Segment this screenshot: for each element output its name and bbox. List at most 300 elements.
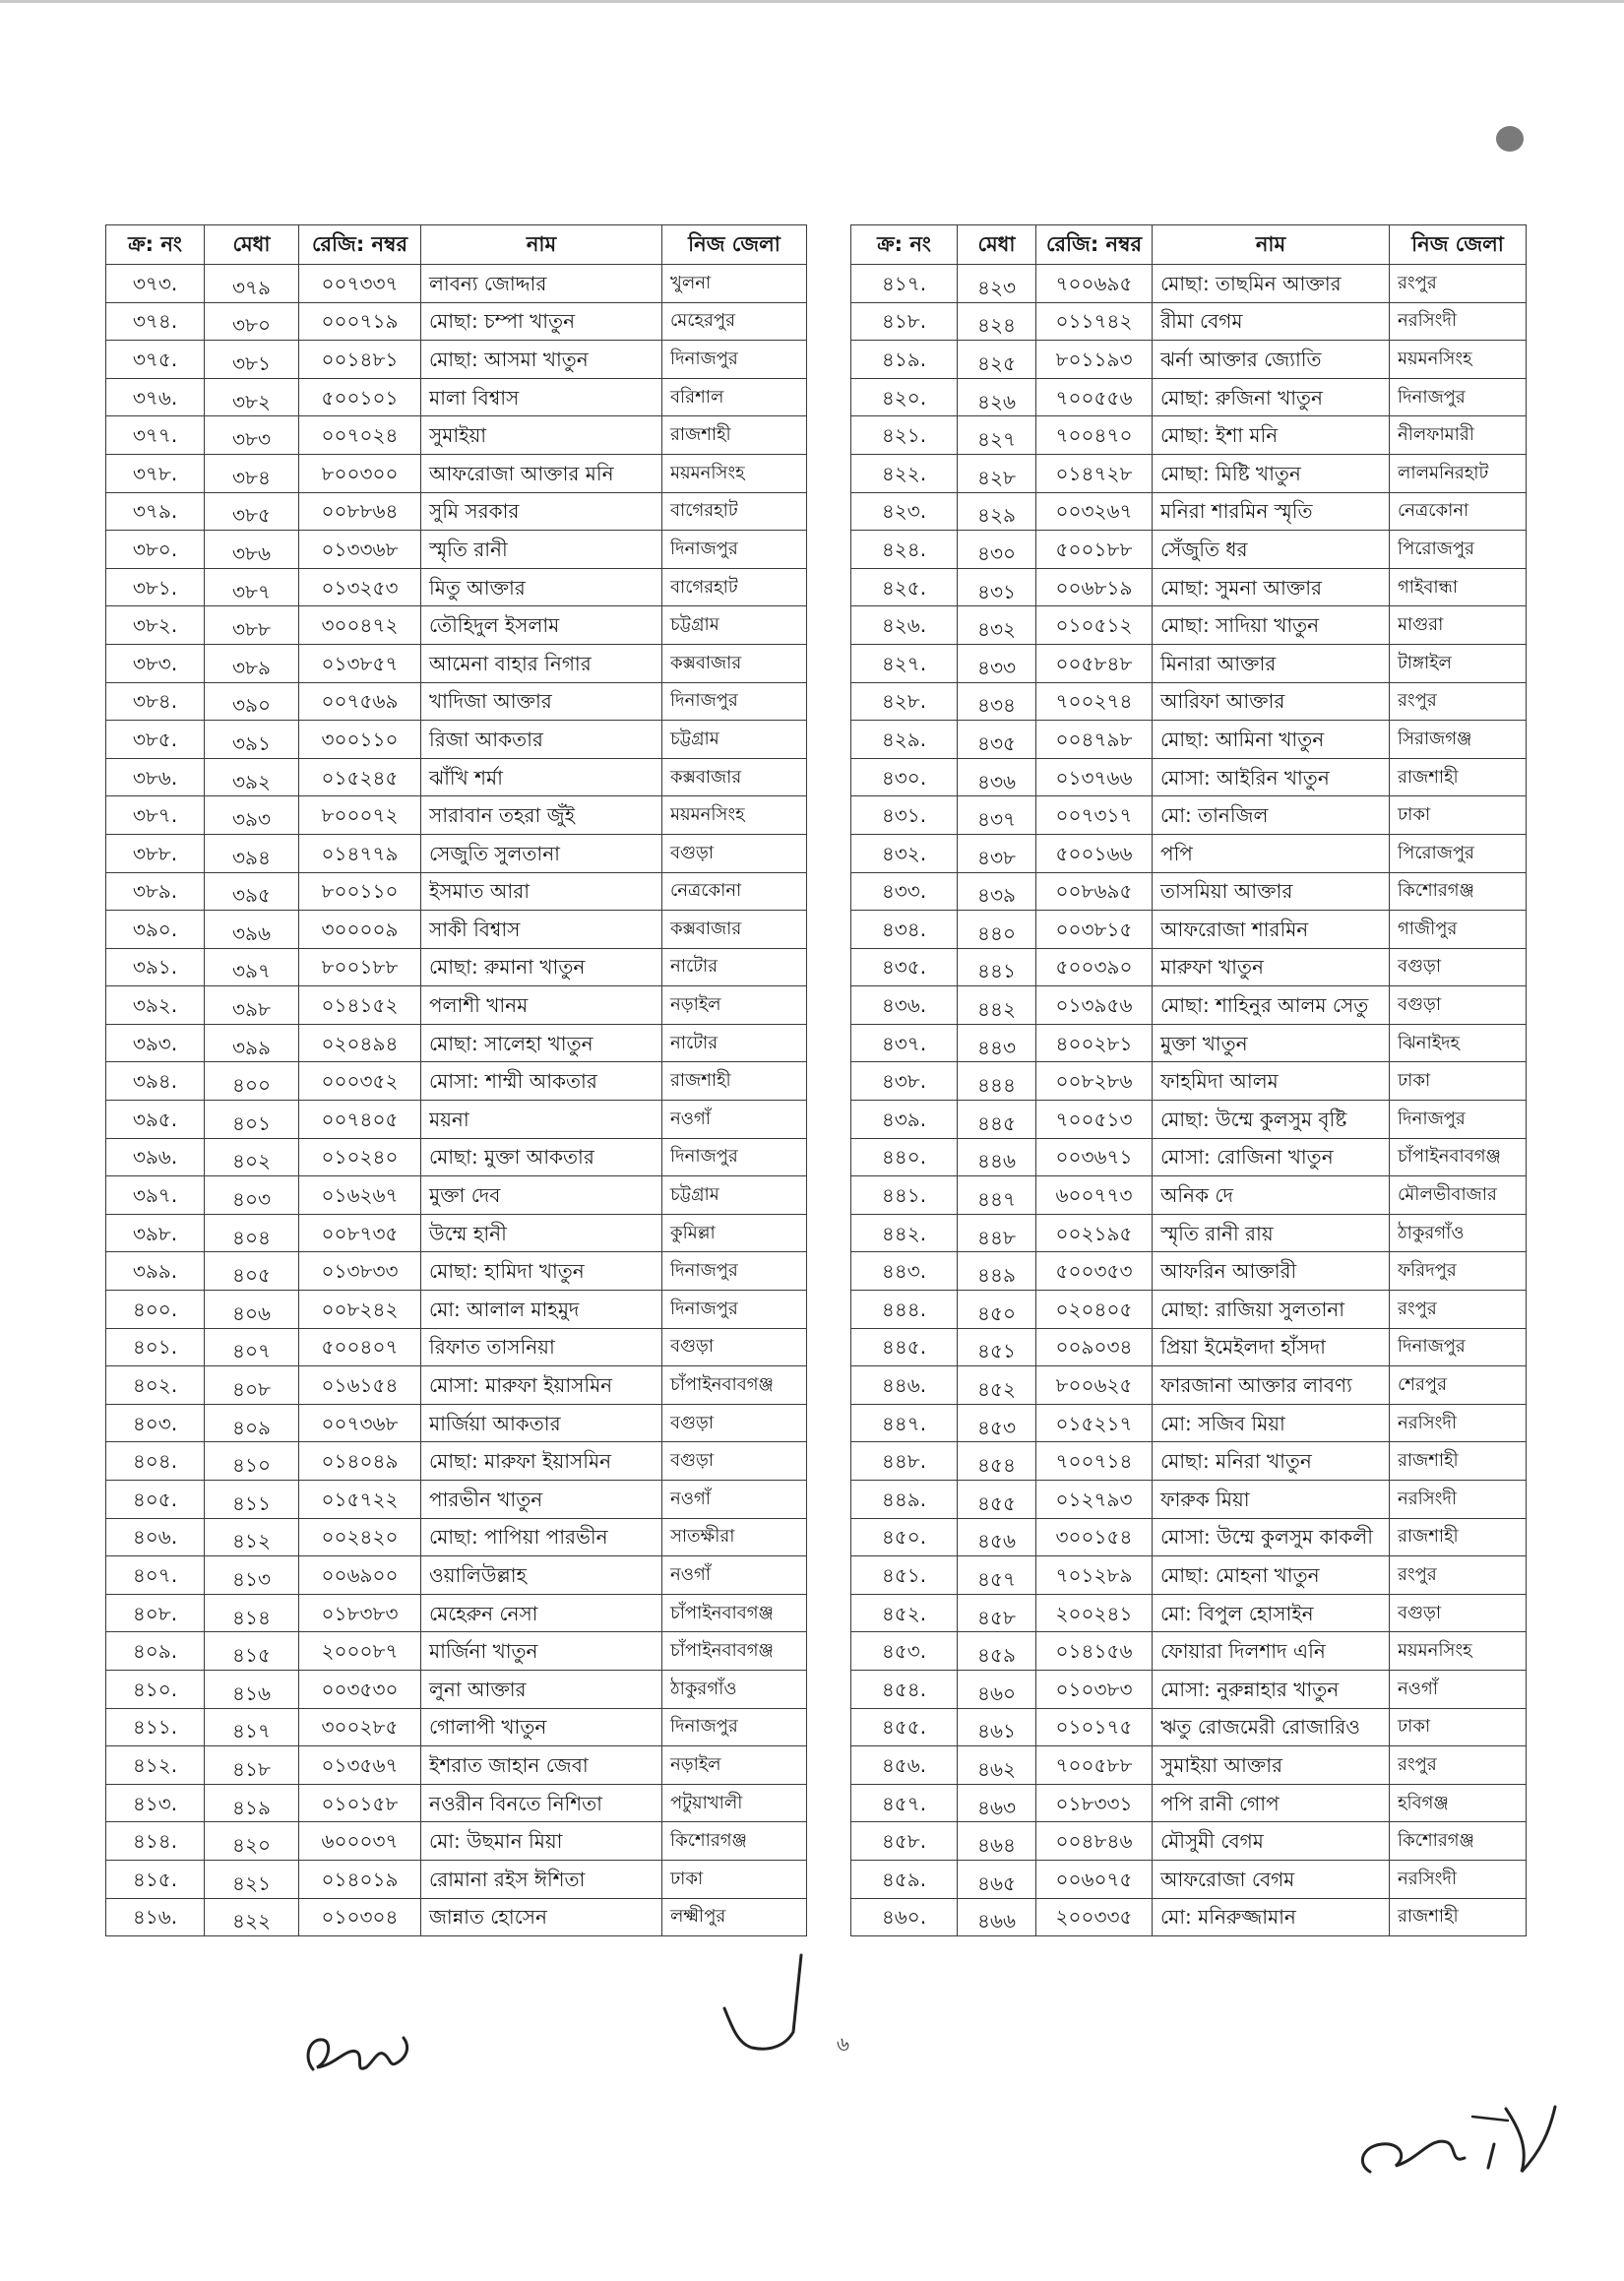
row-reg-no: ৩০০০০৯ — [299, 911, 421, 949]
table-row — [106, 721, 807, 759]
row-name: পলাশী খানম — [421, 986, 662, 1025]
row-reg-no: ০১৮৩৩১ — [1036, 1784, 1153, 1822]
row-merit: ৪৪১ — [958, 948, 1036, 986]
row-merit: ৪৪৭ — [958, 1176, 1036, 1215]
row-name: মার্জিয়া আকতার — [421, 1404, 662, 1442]
row-serial: ৪০৯. — [106, 1632, 205, 1671]
row-serial: ৪১৫. — [106, 1860, 205, 1898]
row-merit: ৪৪৩ — [958, 1024, 1036, 1062]
table-row — [851, 834, 1527, 872]
row-reg-no: ৫০০৩৯০ — [1036, 948, 1153, 986]
row-reg-no: ০১৪১৫৬ — [1036, 1632, 1153, 1671]
row-merit: ৪১২ — [205, 1518, 299, 1556]
row-reg-no: ০০৬৯০০ — [299, 1556, 421, 1595]
row-serial: ৪১২. — [106, 1746, 205, 1785]
row-name: আফরোজা আক্তার মনি — [421, 454, 662, 492]
table-row — [106, 302, 807, 341]
row-name: মো: আলাল মাহমুদ — [421, 1291, 662, 1329]
row-name: মারুফা খাতুন — [1153, 948, 1390, 986]
row-merit: ৩৯৬ — [205, 911, 299, 949]
row-reg-no: ০০৬৮১৯ — [1036, 568, 1153, 606]
row-name: ফাহমিদা আলম — [1153, 1062, 1390, 1101]
row-name: আফরোজা বেগম — [1153, 1860, 1390, 1898]
table-row — [851, 682, 1527, 721]
row-home-district: নীলফামারী — [1390, 416, 1527, 455]
row-reg-no: ০০৭০২৪ — [299, 416, 421, 455]
row-serial: ৩৭৮. — [106, 454, 205, 492]
table-row — [851, 302, 1527, 341]
row-reg-no: ০১০৫১২ — [1036, 606, 1153, 645]
row-merit: ৪২৯ — [958, 492, 1036, 531]
row-merit: ৪৩১ — [958, 568, 1036, 606]
row-name: মো: সজিব মিয়া — [1153, 1404, 1390, 1442]
row-merit: ৪৩৫ — [958, 721, 1036, 759]
row-home-district: চাঁপাইনবাবগঞ্জ — [662, 1366, 807, 1405]
row-reg-no: ০০০৩৫২ — [299, 1062, 421, 1101]
row-name: ফারুক মিয়া — [1153, 1481, 1390, 1519]
row-serial: ৪১০. — [106, 1670, 205, 1708]
row-home-district: দিনাজপুর — [1390, 378, 1527, 416]
row-merit: ৪৬৩ — [958, 1784, 1036, 1822]
row-home-district: কিশোরগঞ্জ — [662, 1822, 807, 1861]
row-serial: ৪৪৭. — [851, 1404, 958, 1442]
row-serial: ৪০৫. — [106, 1481, 205, 1519]
row-merit: ৪১৮ — [205, 1746, 299, 1785]
row-home-district: রাজশাহী — [1390, 1898, 1527, 1936]
row-home-district: কক্সবাজার — [662, 644, 807, 682]
row-home-district: লক্ষ্মীপুর — [662, 1898, 807, 1936]
row-name: মোছা: মনিরা খাতুন — [1153, 1442, 1390, 1481]
table-row — [851, 1594, 1527, 1632]
table-row — [106, 1214, 807, 1252]
row-reg-no: ৬০০০৩৭ — [299, 1822, 421, 1861]
row-name: মোছা: মোহনা খাতুন — [1153, 1556, 1390, 1595]
row-home-district: সিরাজগঞ্জ — [1390, 721, 1527, 759]
row-serial: ৪৩৭. — [851, 1024, 958, 1062]
row-home-district: বগুড়া — [1390, 986, 1527, 1025]
table-row — [106, 948, 807, 986]
row-home-district: শেরপুর — [1390, 1366, 1527, 1405]
row-serial: ৪৩৮. — [851, 1062, 958, 1101]
row-merit: ৩৯৯ — [205, 1024, 299, 1062]
row-merit: ৪৫৭ — [958, 1556, 1036, 1595]
row-name: আফরিন আক্তারী — [1153, 1252, 1390, 1291]
table-row — [851, 531, 1527, 569]
row-name: সুমি সরকার — [421, 492, 662, 531]
table-row — [851, 1024, 1527, 1062]
row-home-district: দিনাজপুর — [662, 531, 807, 569]
row-merit: ৪২৩ — [958, 265, 1036, 303]
right-header-row — [851, 225, 1527, 265]
row-serial: ৪০৬. — [106, 1518, 205, 1556]
row-serial: ৪৫৬. — [851, 1746, 958, 1785]
row-name: মুক্তা দেব — [421, 1176, 662, 1215]
row-reg-no: ০০১৪৮১ — [299, 341, 421, 379]
table-row — [106, 1822, 807, 1861]
row-name: মোছা: রুজিনা খাতুন — [1153, 378, 1390, 416]
row-serial: ৪৪৮. — [851, 1442, 958, 1481]
row-merit: ৪২৬ — [958, 378, 1036, 416]
row-serial: ৪৫৩. — [851, 1632, 958, 1671]
row-serial: ৪০৩. — [106, 1404, 205, 1442]
row-home-district: কিশোরগঞ্জ — [1390, 1822, 1527, 1861]
header-home-district: নিজ জেলা — [662, 225, 807, 265]
row-merit: ৪০২ — [205, 1138, 299, 1176]
row-name: মোছা: তাছমিন আক্তার — [1153, 265, 1390, 303]
row-reg-no: ৭০০৬৯৫ — [1036, 265, 1153, 303]
row-name: মোছা: রুমানা খাতুন — [421, 948, 662, 986]
row-serial: ৪৫৭. — [851, 1784, 958, 1822]
row-reg-no: ০০৮২৪২ — [299, 1291, 421, 1329]
right-merit-table — [850, 224, 1527, 1936]
row-reg-no: ০১৩৭৬৬ — [1036, 758, 1153, 796]
row-merit: ৪০৫ — [205, 1252, 299, 1291]
row-name: স্মৃতি রানী রায় — [1153, 1214, 1390, 1252]
row-reg-no: ৩০০১৫৪ — [1036, 1518, 1153, 1556]
table-row — [851, 1252, 1527, 1291]
table-row — [851, 416, 1527, 455]
row-merit: ৩৮৪ — [205, 454, 299, 492]
row-reg-no: ০১০৩৮৩ — [1036, 1670, 1153, 1708]
row-name: মোছা: মুক্তা আকতার — [421, 1138, 662, 1176]
row-serial: ৪২৭. — [851, 644, 958, 682]
row-home-district: রাজশাহী — [1390, 1442, 1527, 1481]
row-reg-no: ৭০০৫৫৬ — [1036, 378, 1153, 416]
row-name: উম্মে হানী — [421, 1214, 662, 1252]
row-merit: ৪২৮ — [958, 454, 1036, 492]
row-reg-no: ০১৩৩৬৮ — [299, 531, 421, 569]
row-reg-no: ০১১৭৪২ — [1036, 302, 1153, 341]
row-serial: ৪৩৫. — [851, 948, 958, 986]
table-row — [851, 454, 1527, 492]
row-name: রোমানা রইস ঈশিতা — [421, 1860, 662, 1898]
row-reg-no: ৭০১২৮৯ — [1036, 1556, 1153, 1595]
row-home-district: পিরোজপুর — [1390, 531, 1527, 569]
row-merit: ৪৬১ — [958, 1708, 1036, 1746]
row-name: প্রিয়া ইমেইলদা হাঁসদা — [1153, 1328, 1390, 1366]
row-name: মোছা: চম্পা খাতুন — [421, 302, 662, 341]
table-row — [106, 1176, 807, 1215]
table-row — [851, 378, 1527, 416]
row-reg-no: ০০৩২৬৭ — [1036, 492, 1153, 531]
row-serial: ৪০৪. — [106, 1442, 205, 1481]
row-reg-no: ০০৭৩৬৮ — [299, 1404, 421, 1442]
row-home-district: ময়মনসিংহ — [1390, 341, 1527, 379]
row-merit: ৪৫৫ — [958, 1481, 1036, 1519]
row-home-district: রাজশাহী — [662, 416, 807, 455]
row-name: পপি — [1153, 834, 1390, 872]
table-row — [851, 1138, 1527, 1176]
row-home-district: বাগেরহাট — [662, 492, 807, 531]
row-reg-no: ০১৩২৫৩ — [299, 568, 421, 606]
table-row — [851, 948, 1527, 986]
row-name: ময়না — [421, 1101, 662, 1139]
row-reg-no: ০১৫৭২২ — [299, 1481, 421, 1519]
table-row — [106, 1860, 807, 1898]
row-reg-no: ০০৭৪০৫ — [299, 1101, 421, 1139]
row-name: সেঁজুতি ধর — [1153, 531, 1390, 569]
row-home-district: কক্সবাজার — [662, 758, 807, 796]
row-serial: ৪১৯. — [851, 341, 958, 379]
table-row — [851, 1860, 1527, 1898]
row-home-district: হবিগঞ্জ — [1390, 1784, 1527, 1822]
row-reg-no: ০১৬২৬৭ — [299, 1176, 421, 1215]
row-merit: ৪৩০ — [958, 531, 1036, 569]
row-serial: ৪৩৪. — [851, 911, 958, 949]
row-home-district: দিনাজপুর — [1390, 1328, 1527, 1366]
table-row — [851, 1481, 1527, 1519]
row-reg-no: ০১৩৮৫৭ — [299, 644, 421, 682]
row-merit: ৩৯১ — [205, 721, 299, 759]
row-home-district: নরসিংদী — [1390, 1860, 1527, 1898]
row-merit: ৪৬০ — [958, 1670, 1036, 1708]
row-name: মনিরা শারমিন স্মৃতি — [1153, 492, 1390, 531]
table-row — [106, 1518, 807, 1556]
row-reg-no: ০০৪৮৪৬ — [1036, 1822, 1153, 1861]
row-name: মোসা: রোজিনা খাতুন — [1153, 1138, 1390, 1176]
row-home-district: মাগুরা — [1390, 606, 1527, 645]
row-reg-no: ০১৩৮৩৩ — [299, 1252, 421, 1291]
row-home-district: চাঁপাইনবাবগঞ্জ — [662, 1594, 807, 1632]
row-name: জান্নাত হোসেন — [421, 1898, 662, 1936]
row-serial: ৩৮৫. — [106, 721, 205, 759]
row-serial: ৩৯৮. — [106, 1214, 205, 1252]
row-serial: ৩৯৫. — [106, 1101, 205, 1139]
table-row — [851, 1404, 1527, 1442]
row-name: মিনারা আক্তার — [1153, 644, 1390, 682]
row-home-district: চাঁপাইনবাবগঞ্জ — [1390, 1138, 1527, 1176]
row-merit: ৩৭৯ — [205, 265, 299, 303]
row-reg-no: ৩০০৪৭২ — [299, 606, 421, 645]
row-home-district: নেত্রকোনা — [1390, 492, 1527, 531]
table-row — [106, 911, 807, 949]
table-row — [851, 1291, 1527, 1329]
table-row — [106, 492, 807, 531]
row-reg-no: ৫০০১৬৬ — [1036, 834, 1153, 872]
row-home-district: নওগাঁ — [662, 1481, 807, 1519]
table-row — [851, 1366, 1527, 1405]
row-home-district: মৌলভীবাজার — [1390, 1176, 1527, 1215]
row-serial: ৩৭৪. — [106, 302, 205, 341]
row-name: মোসা: আইরিন খাতুন — [1153, 758, 1390, 796]
row-merit: ৩৯৭ — [205, 948, 299, 986]
row-name: খাদিজা আক্তার — [421, 682, 662, 721]
row-serial: ৪৩৬. — [851, 986, 958, 1025]
row-home-district: কিশোরগঞ্জ — [1390, 872, 1527, 911]
row-home-district: রাজশাহী — [1390, 1518, 1527, 1556]
row-serial: ৪৫৮. — [851, 1822, 958, 1861]
header-reg-no: রেজি: নম্বর — [1036, 225, 1153, 265]
table-row — [106, 1594, 807, 1632]
table-row — [106, 1328, 807, 1366]
table-row — [851, 1898, 1527, 1936]
row-reg-no: ০১৮৩৮৩ — [299, 1594, 421, 1632]
row-home-district: নাটোর — [662, 1024, 807, 1062]
row-serial: ৩৮২. — [106, 606, 205, 645]
left-header-row — [106, 225, 807, 265]
row-serial: ৩৯০. — [106, 911, 205, 949]
row-reg-no: ০১৪৭২৮ — [1036, 454, 1153, 492]
table-row — [851, 1101, 1527, 1139]
table-row — [106, 378, 807, 416]
row-serial: ৪০২. — [106, 1366, 205, 1405]
row-name: রিফাত তাসনিয়া — [421, 1328, 662, 1366]
row-name: লাবন্য জোদ্দার — [421, 265, 662, 303]
row-merit: ৪৬৬ — [958, 1898, 1036, 1936]
row-reg-no: ০১৫২৪৫ — [299, 758, 421, 796]
row-reg-no: ২০০৩৩৫ — [1036, 1898, 1153, 1936]
row-serial: ৪৪৩. — [851, 1252, 958, 1291]
row-reg-no: ০১০১৭৫ — [1036, 1708, 1153, 1746]
row-home-district: নওগাঁ — [1390, 1670, 1527, 1708]
row-home-district: লালমনিরহাট — [1390, 454, 1527, 492]
row-reg-no: ৬০০৭৭৩ — [1036, 1176, 1153, 1215]
row-serial: ৪০১. — [106, 1328, 205, 1366]
row-reg-no: ০১৪০১৯ — [299, 1860, 421, 1898]
table-row — [851, 1214, 1527, 1252]
row-name: ফারজানা আক্তার লাবণ্য — [1153, 1366, 1390, 1405]
row-reg-no: ৭০০৫৮৮ — [1036, 1746, 1153, 1785]
row-reg-no: ০১৫২১৭ — [1036, 1404, 1153, 1442]
row-merit: ৩৮৫ — [205, 492, 299, 531]
row-name: মো: তানজিল — [1153, 796, 1390, 835]
row-merit: ৩৯০ — [205, 682, 299, 721]
table-row — [106, 606, 807, 645]
row-name: মোছা: আমিনা খাতুন — [1153, 721, 1390, 759]
row-home-district: মেহেরপুর — [662, 302, 807, 341]
table-row — [851, 644, 1527, 682]
table-row — [106, 1898, 807, 1936]
row-home-district: বগুড়া — [662, 1328, 807, 1366]
row-serial: ৪৩১. — [851, 796, 958, 835]
row-merit: ৪১৭ — [205, 1708, 299, 1746]
row-serial: ৪৪৯. — [851, 1481, 958, 1519]
row-merit: ৩৮০ — [205, 302, 299, 341]
row-merit: ৪০৬ — [205, 1291, 299, 1329]
row-reg-no: ২০০০৮৭ — [299, 1632, 421, 1671]
row-serial: ৩৭৩. — [106, 265, 205, 303]
row-merit: ৩৯৩ — [205, 796, 299, 835]
row-reg-no: ৪০০২৮১ — [1036, 1024, 1153, 1062]
row-reg-no: ০১০১৫৮ — [299, 1784, 421, 1822]
row-serial: ৪৫২. — [851, 1594, 958, 1632]
row-name: মোছা: মিষ্টি খাতুন — [1153, 454, 1390, 492]
row-name: মালা বিশ্বাস — [421, 378, 662, 416]
row-home-district: বগুড়া — [1390, 948, 1527, 986]
row-name: আমেনা বাহার নিগার — [421, 644, 662, 682]
table-row — [851, 265, 1527, 303]
row-merit: ৪৫৪ — [958, 1442, 1036, 1481]
row-name: মোছা: রাজিয়া সুলতানা — [1153, 1291, 1390, 1329]
signature-middle — [718, 1949, 807, 2058]
header-home-district: নিজ জেলা — [1390, 225, 1527, 265]
row-home-district: খুলনা — [662, 265, 807, 303]
row-name: সারাবান তহরা জুঁই — [421, 796, 662, 835]
row-reg-no: ০১০২৪০ — [299, 1138, 421, 1176]
row-home-district: চট্টগ্রাম — [662, 606, 807, 645]
row-reg-no: ৩০০২৮৫ — [299, 1708, 421, 1746]
table-row — [851, 872, 1527, 911]
row-home-district: নড়াইল — [662, 1746, 807, 1785]
row-reg-no: ০১২৭৯৩ — [1036, 1481, 1153, 1519]
table-row — [851, 492, 1527, 531]
table-row — [106, 1556, 807, 1595]
row-merit: ৩৯৪ — [205, 834, 299, 872]
table-row — [851, 1176, 1527, 1215]
row-name: তৌহিদুল ইসলাম — [421, 606, 662, 645]
table-row — [106, 1481, 807, 1519]
row-reg-no: ০০৯০৩৪ — [1036, 1328, 1153, 1366]
row-merit: ৪৬৫ — [958, 1860, 1036, 1898]
row-name: মৌসুমী বেগম — [1153, 1822, 1390, 1861]
row-name: আরিফা আক্তার — [1153, 682, 1390, 721]
row-serial: ৪০৭. — [106, 1556, 205, 1595]
table-row — [851, 1632, 1527, 1671]
row-name: মোছা: শাহিনুর আলম সেতু — [1153, 986, 1390, 1025]
row-name: সুমাইয়া — [421, 416, 662, 455]
table-row — [106, 644, 807, 682]
row-serial: ৪৪৬. — [851, 1366, 958, 1405]
row-serial: ৪০০. — [106, 1291, 205, 1329]
row-name: মোছা: সাদিয়া খাতুন — [1153, 606, 1390, 645]
row-name: মোছা: সুমনা আক্তার — [1153, 568, 1390, 606]
table-row — [106, 1632, 807, 1671]
table-row — [106, 758, 807, 796]
row-merit: ৪৩৩ — [958, 644, 1036, 682]
row-home-district: চাঁপাইনবাবগঞ্জ — [662, 1632, 807, 1671]
row-merit: ৪৫৯ — [958, 1632, 1036, 1671]
row-merit: ৩৮৩ — [205, 416, 299, 455]
row-home-district: নেত্রকোনা — [662, 872, 807, 911]
row-serial: ৪৫১. — [851, 1556, 958, 1595]
row-merit: ৪০৩ — [205, 1176, 299, 1215]
header-serial: ক্র: নং — [851, 225, 958, 265]
row-home-district: নরসিংদী — [1390, 1481, 1527, 1519]
row-reg-no: ৫০০৪০৭ — [299, 1328, 421, 1366]
left-merit-table — [105, 224, 807, 1936]
row-home-district: কুমিল্লা — [662, 1214, 807, 1252]
table-row — [851, 1822, 1527, 1861]
row-home-district: দিনাজপুর — [662, 1138, 807, 1176]
row-home-district: রংপুর — [1390, 1291, 1527, 1329]
row-home-district: সাতক্ষীরা — [662, 1518, 807, 1556]
row-name: মোছা: হামিদা খাতুন — [421, 1252, 662, 1291]
table-row — [106, 682, 807, 721]
table-row — [106, 1708, 807, 1746]
row-merit: ৪০১ — [205, 1101, 299, 1139]
row-merit: ৪৩৭ — [958, 796, 1036, 835]
row-home-district: রাজশাহী — [662, 1062, 807, 1101]
row-reg-no: ০০৬০৭৫ — [1036, 1860, 1153, 1898]
row-serial: ৩৯৯. — [106, 1252, 205, 1291]
row-home-district: ঢাকা — [662, 1860, 807, 1898]
row-reg-no: ০১৪০৪৯ — [299, 1442, 421, 1481]
row-name: গোলাপী খাতুন — [421, 1708, 662, 1746]
row-merit: ৪২১ — [205, 1860, 299, 1898]
row-home-district: বগুড়া — [1390, 1594, 1527, 1632]
row-serial: ৪১১. — [106, 1708, 205, 1746]
row-name: লুনা আক্তার — [421, 1670, 662, 1708]
table-row — [851, 341, 1527, 379]
row-serial: ৪১৩. — [106, 1784, 205, 1822]
right-table-body — [851, 265, 1527, 1936]
row-home-district: রংপুর — [1390, 1556, 1527, 1595]
row-serial: ৪৪১. — [851, 1176, 958, 1215]
header-serial: ক্র: নং — [106, 225, 205, 265]
row-name: মিতু আক্তার — [421, 568, 662, 606]
row-name: ফোয়ারা দিলশাদ এনি — [1153, 1632, 1390, 1671]
table-row — [851, 1784, 1527, 1822]
